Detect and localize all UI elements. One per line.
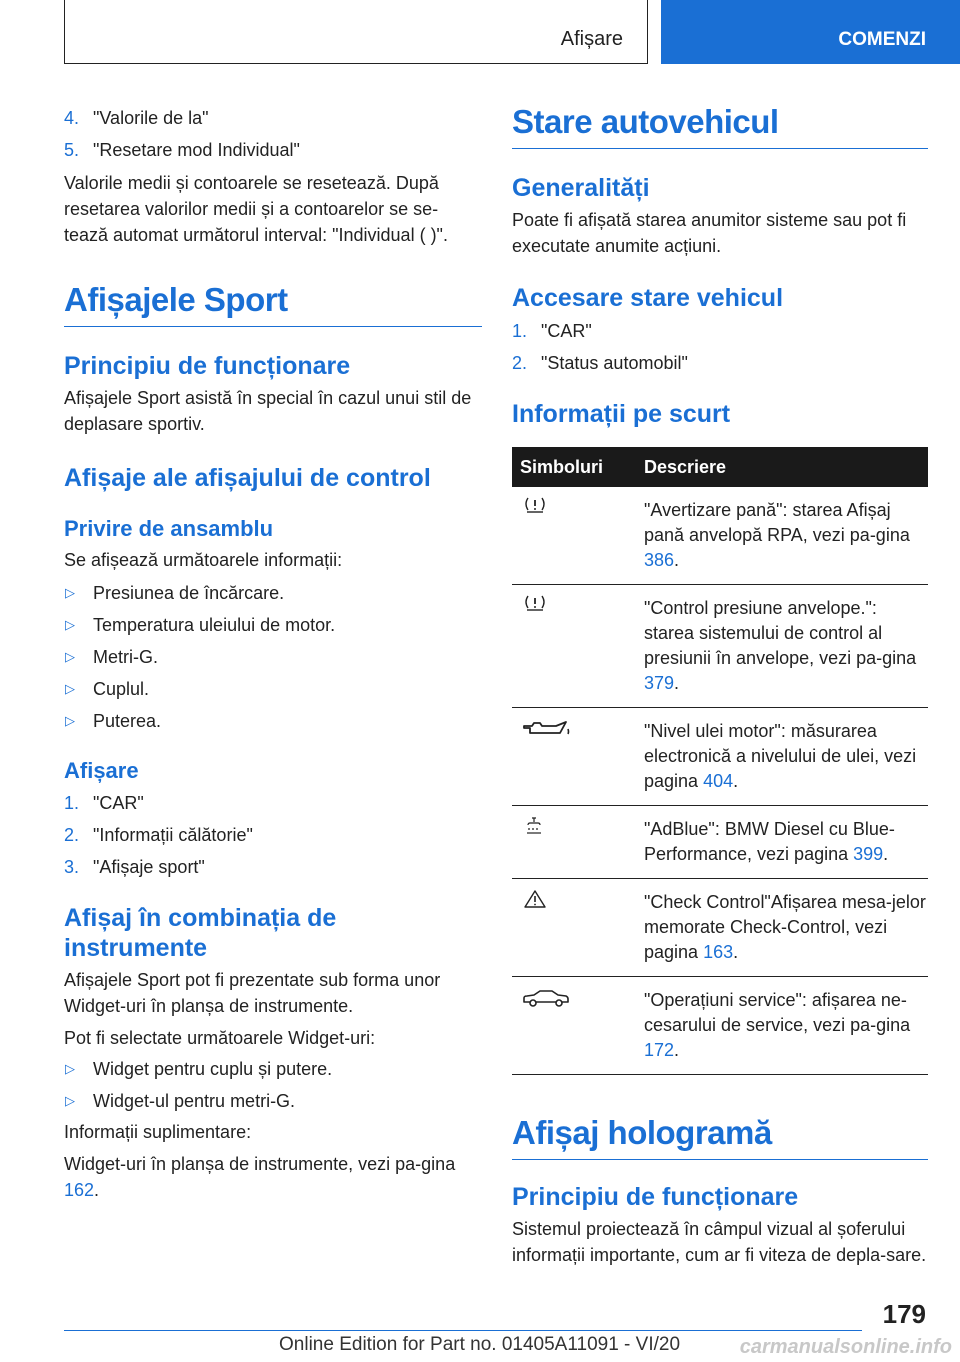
- page-number: 179: [882, 1299, 926, 1329]
- access-heading: Accesare stare vehicul: [512, 284, 784, 312]
- cluster-heading: Afișaj în combinația de instrumente: [64, 904, 337, 962]
- general-text: Poate fi afișată starea anumitor sisteme sau pot fi executate anumite acțiuni.: [512, 210, 907, 256]
- warning-triangle-icon: [520, 888, 550, 910]
- bullet-triangle-icon: ▷: [65, 617, 75, 632]
- top-list: [64, 102, 482, 166]
- list-item: ▷ Cuplul.: [64, 673, 482, 705]
- oil-can-icon: [520, 717, 572, 741]
- widget-intro: Pot fi selectate următoarele Widget-uri:: [64, 1028, 376, 1048]
- column-header-description: Descriere: [634, 447, 928, 487]
- widget-list: [64, 1053, 482, 1117]
- display-heading: Afișare: [64, 758, 139, 783]
- list-item: 4. "Valorile de la": [64, 108, 209, 128]
- overview-heading: Privire de ansamblu: [64, 516, 274, 541]
- general-heading: Generalități: [512, 174, 650, 202]
- list-item: 3. "Afișaje sport": [64, 857, 205, 877]
- principle-text: Afișajele Sport asistă în special în cazul unui stil de deplasare sportiv.: [64, 388, 472, 434]
- column-header-symbols: Simboluri: [512, 447, 634, 487]
- table-row: "Check Control"Afișarea mesa-jelor memorate Check-Control, vezi pagina 163.: [512, 879, 928, 977]
- chapter-tab-label: COMENZI: [838, 29, 926, 50]
- page-link[interactable]: 399: [853, 844, 884, 864]
- list-item: 2. "Status automobil": [512, 353, 688, 373]
- list-item: ▷ Puterea.: [64, 705, 482, 737]
- page-link[interactable]: 172: [644, 1040, 675, 1060]
- bullet-triangle-icon: ▷: [65, 713, 75, 728]
- list-item: ▷ Widget pentru cuplu și putere.: [64, 1053, 482, 1085]
- control-display-heading: Afișaje ale afișajului de control: [64, 464, 431, 492]
- tire-pressure-icon: [520, 594, 550, 614]
- vehicle-status-heading: Stare autovehicul: [512, 102, 928, 149]
- footer-divider: [64, 1330, 862, 1331]
- overview-intro: Se afișează următoarele informații:: [64, 550, 343, 570]
- car-service-icon: [520, 986, 572, 1010]
- list-item: ▷ Metri-G.: [64, 641, 482, 673]
- section-box: [64, 0, 648, 64]
- page-link[interactable]: 163: [703, 942, 734, 962]
- right-column: [512, 100, 928, 1268]
- bullet-triangle-icon: ▷: [65, 585, 75, 600]
- left-column: [64, 100, 482, 1203]
- watermark: carmanualsonline.info: [739, 1336, 952, 1358]
- page-link[interactable]: 162: [64, 1180, 95, 1200]
- bullet-triangle-icon: ▷: [65, 649, 75, 664]
- chapter-tab[interactable]: [661, 0, 960, 64]
- overview-list: [64, 577, 482, 737]
- edition-text: Online Edition for Part no. 01405A11091 - VI/20: [279, 1334, 681, 1355]
- list-item: 5. "Resetare mod Individual": [64, 140, 300, 160]
- bullet-triangle-icon: ▷: [65, 1093, 75, 1108]
- adblue-icon: [520, 815, 550, 837]
- hologram-principle-heading: Principiu de funcționare: [512, 1183, 799, 1211]
- page-link[interactable]: 379: [644, 673, 675, 693]
- brief-info-heading: Informații pe scurt: [512, 400, 731, 428]
- principle-heading: Principiu de funcționare: [64, 352, 351, 380]
- cluster-text: Afișajele Sport pot fi prezentate sub forma unor Widget-uri în planșa de instrumente.: [64, 970, 441, 1016]
- bullet-triangle-icon: ▷: [65, 1061, 75, 1076]
- table-row: "Nivel ulei motor": măsurarea electronică a nivelului de ulei, vezi pagina 404.: [512, 708, 928, 806]
- table-row: "Control presiune anvelope.": starea sistemului de control al presiunii în anvelope, vezi pa-gina 379.: [512, 585, 928, 708]
- list-item: ▷ Presiunea de încărcare.: [64, 577, 482, 609]
- bullet-triangle-icon: ▷: [65, 681, 75, 696]
- access-steps: [512, 315, 928, 379]
- page-link[interactable]: 404: [703, 771, 734, 791]
- table-header-row: [512, 447, 928, 487]
- list-item: 2. "Informații călătorie": [64, 825, 253, 845]
- table-row: "Operațiuni service": afișarea ne-cesarului de service, vezi pa-gina 172.: [512, 977, 928, 1075]
- hologram-text: Sistemul proiectează în câmpul vizual al șoferului informații importante, cum ar fi viteza de depla-sare.: [512, 1219, 927, 1265]
- page-link[interactable]: 386: [644, 550, 675, 570]
- display-steps: [64, 787, 482, 883]
- table-row: "AdBlue": BMW Diesel cu Blue-Performance, vezi pagina 399.: [512, 806, 928, 879]
- list-item: 1. "CAR": [64, 793, 144, 813]
- list-item: ▷ Widget-ul pentru metri-G.: [64, 1085, 482, 1117]
- extra-info-label: Informații suplimentare:: [64, 1122, 252, 1142]
- extra-info-text: Widget-uri în planșa de instrumente, vezi pa-gina 162.: [64, 1154, 456, 1200]
- section-title: Afișare: [560, 28, 623, 50]
- status-symbols-table: [512, 447, 928, 1075]
- list-item: 1. "CAR": [512, 321, 592, 341]
- hologram-heading: Afișaj hologramă: [512, 1113, 928, 1160]
- page-header: [0, 0, 960, 66]
- reset-paragraph: Valorile medii și contoarele se resetează. După resetarea valorilor medii și a contoarelor se se-tează automat următorul interval: "Individual ( )".: [64, 173, 448, 245]
- table-row: "Avertizare pană": starea Afișaj pană anvelopă RPA, vezi pa-gina 386.: [512, 487, 928, 585]
- list-item: ▷ Temperatura uleiului de motor.: [64, 609, 482, 641]
- sport-displays-heading: Afișajele Sport: [64, 280, 482, 327]
- tire-warning-icon: [520, 496, 550, 516]
